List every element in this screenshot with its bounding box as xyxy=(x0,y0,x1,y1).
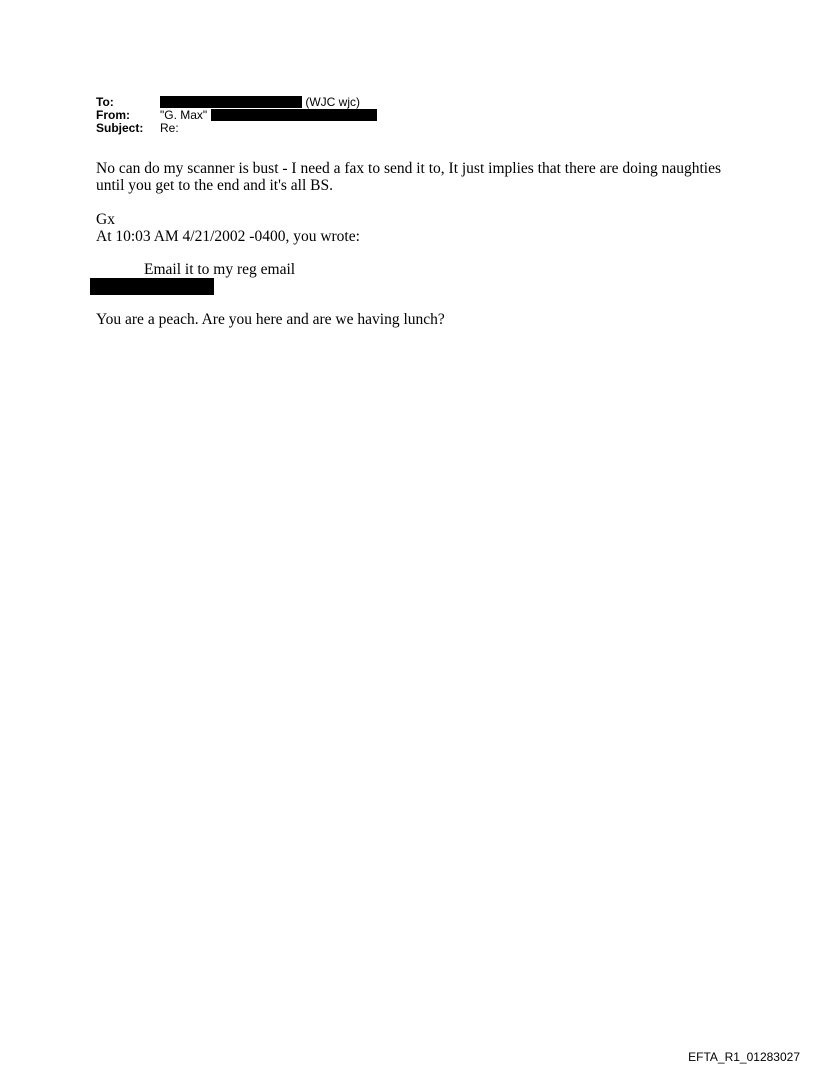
from-value xyxy=(160,109,377,122)
reply-text: You are a peach. Are you here and are we having lunch? xyxy=(96,311,445,328)
quote-intro: At 10:03 AM 4/21/2002 -0400, you wrote: xyxy=(96,228,360,245)
signature: Gx xyxy=(96,211,115,228)
to-redaction xyxy=(160,96,302,108)
document-id: EFTA_R1_01283027 xyxy=(688,1050,800,1064)
subject-label: Subject: xyxy=(96,121,144,135)
body-paragraph: No can do my scanner is bust - I need a fax to send it to, It just implies that there are doing naughties until you get to the end and it's all BS. xyxy=(96,160,722,194)
quoted-email-redaction xyxy=(90,278,214,295)
from-name: "G. Max" xyxy=(160,108,208,122)
to-label: To: xyxy=(96,95,114,109)
from-redaction xyxy=(211,109,377,121)
subject-value: Re: xyxy=(160,121,179,135)
quoted-line: Email it to my reg email xyxy=(144,261,296,278)
to-suffix: (WJC wjc) xyxy=(305,95,360,109)
from-label: From: xyxy=(96,108,130,122)
email-body xyxy=(96,160,736,328)
